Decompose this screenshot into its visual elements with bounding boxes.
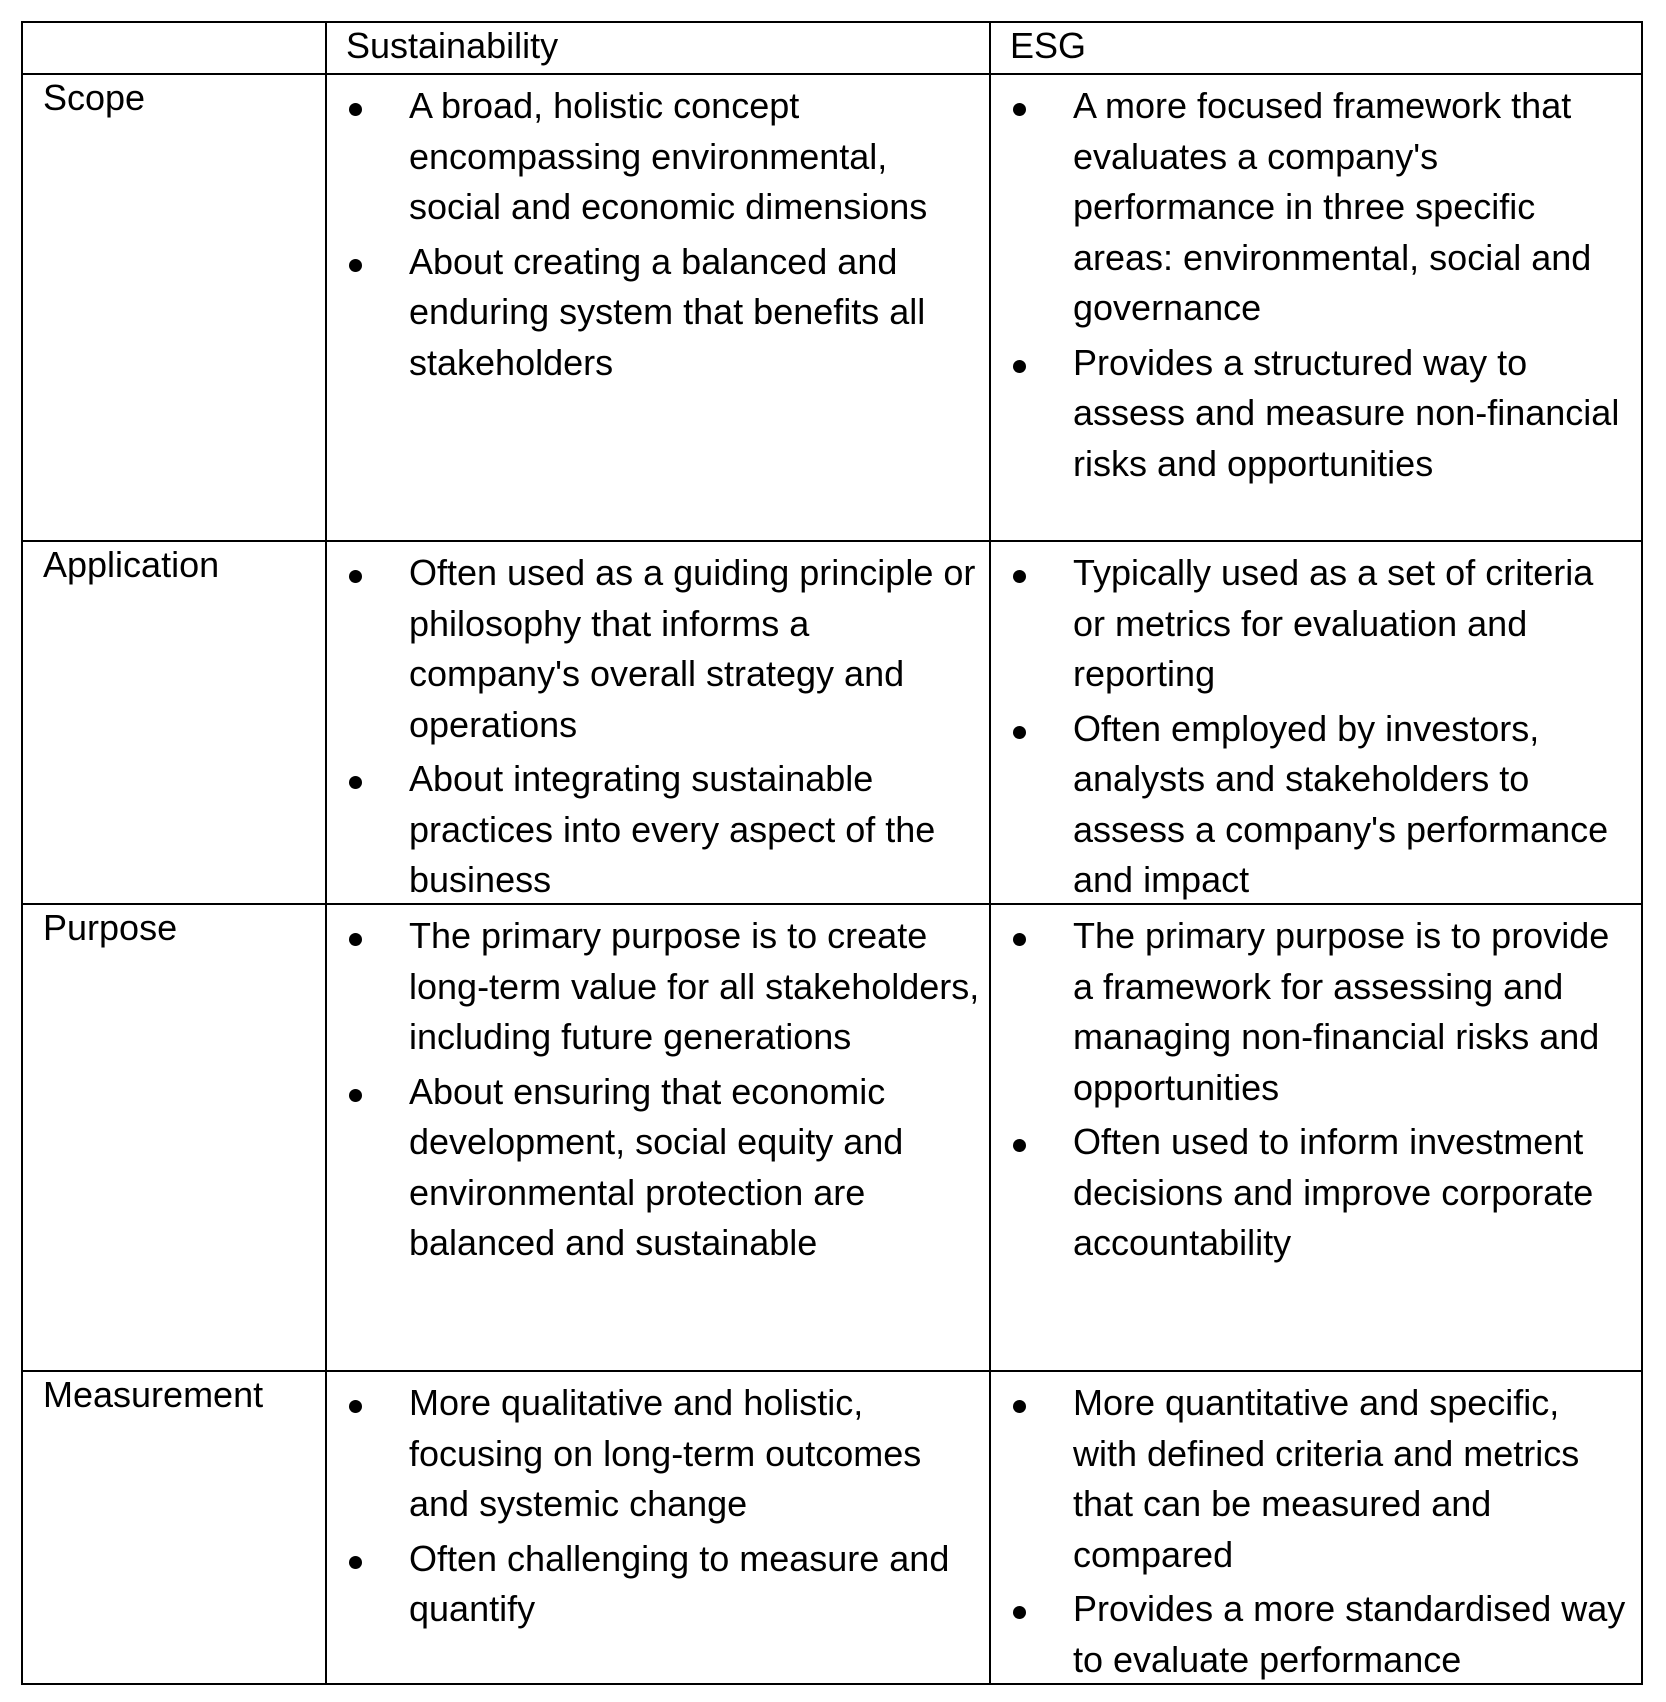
header-esg: ESG <box>991 23 1641 75</box>
bullet-item <box>991 1378 1633 1580</box>
bullet-icon <box>1013 103 1026 116</box>
row-label-measurement: Measurement <box>23 1372 327 1683</box>
bullet-text: Provides a structured way to assess and measure non-financial risks and opportunities <box>1073 341 1620 484</box>
measurement-esg-cell <box>991 1372 1641 1683</box>
bullet-icon <box>1013 933 1026 946</box>
bullet-text: Often employed by investors, analysts and stakeholders to assess a company's performance and impact <box>1073 707 1609 900</box>
bullet-item <box>991 704 1633 906</box>
row-label-application: Application <box>23 542 327 905</box>
bullet-item <box>327 1534 981 1635</box>
bullet-item <box>991 1117 1633 1269</box>
bullet-icon <box>1013 726 1026 739</box>
bullet-icon <box>349 103 362 116</box>
bullet-icon <box>349 259 362 272</box>
scope-esg-cell <box>991 75 1641 542</box>
bullet-item <box>991 1584 1633 1683</box>
bullet-item <box>327 1378 981 1530</box>
bullet-icon <box>349 776 362 789</box>
row-label-purpose: Purpose <box>23 905 327 1372</box>
bullet-icon <box>349 1089 362 1102</box>
bullet-text: Often used as a guiding principle or philosophy that informs a company's overall strategy and operations <box>409 552 976 745</box>
bullet-text: About creating a balanced and enduring system that benefits all stakeholders <box>409 240 926 383</box>
bullet-icon <box>1013 1606 1026 1619</box>
bullet-item <box>327 911 981 1063</box>
bullet-text: More quantitative and specific, with defined criteria and metrics that can be measured and compared <box>1073 1382 1580 1575</box>
bullet-text: Often challenging to measure and quantify <box>409 1537 950 1629</box>
bullet-item <box>327 754 981 905</box>
bullet-icon <box>1013 1400 1026 1413</box>
bullet-text: The primary purpose is to create long-term value for all stakeholders, including future generations <box>409 915 980 1057</box>
bullet-item <box>327 548 981 750</box>
row-label-scope: Scope <box>23 75 327 542</box>
bullet-icon <box>349 1400 362 1413</box>
bullet-icon <box>349 1556 362 1569</box>
bullet-icon <box>1013 360 1026 373</box>
bullet-icon <box>1013 570 1026 583</box>
comparison-table <box>21 21 1643 1685</box>
bullet-text: Typically used as a set of criteria or metrics for evaluation and reporting <box>1073 552 1594 694</box>
bullet-item <box>991 911 1633 1113</box>
application-esg-cell <box>991 542 1641 905</box>
bullet-text: Provides a more standardised way to evaluate performance <box>1073 1588 1626 1680</box>
purpose-esg-cell <box>991 905 1641 1372</box>
bullet-text: The primary purpose is to provide a framework for assessing and managing non-financial risks and opportunities <box>1073 915 1610 1108</box>
bullet-icon <box>349 570 362 583</box>
scope-sustainability-cell <box>327 75 991 542</box>
bullet-text: About integrating sustainable practices into every aspect of the business <box>409 758 936 900</box>
bullet-item <box>327 81 981 233</box>
bullet-text: A broad, holistic concept encompassing environmental, social and economic dimensions <box>409 85 928 227</box>
bullet-text: Often used to inform investment decisions and improve corporate accountability <box>1073 1121 1594 1263</box>
purpose-sustainability-cell <box>327 905 991 1372</box>
bullet-item <box>991 338 1633 490</box>
bullet-item <box>991 548 1633 700</box>
bullet-icon <box>1013 1139 1026 1152</box>
bullet-item <box>991 81 1633 334</box>
bullet-text: A more focused framework that evaluates a company's performance in three specific areas: environmental, social and governance <box>1073 85 1592 328</box>
bullet-item <box>327 1067 981 1269</box>
bullet-item <box>327 237 981 389</box>
bullet-text: About ensuring that economic development, social equity and environmental protection are balanced and sustainable <box>409 1070 904 1263</box>
header-sustainability: Sustainability <box>327 23 991 75</box>
application-sustainability-cell <box>327 542 991 905</box>
bullet-icon <box>349 933 362 946</box>
measurement-sustainability-cell <box>327 1372 991 1683</box>
header-empty-cell <box>23 23 327 75</box>
bullet-text: More qualitative and holistic, focusing on long-term outcomes and systemic change <box>409 1382 922 1524</box>
